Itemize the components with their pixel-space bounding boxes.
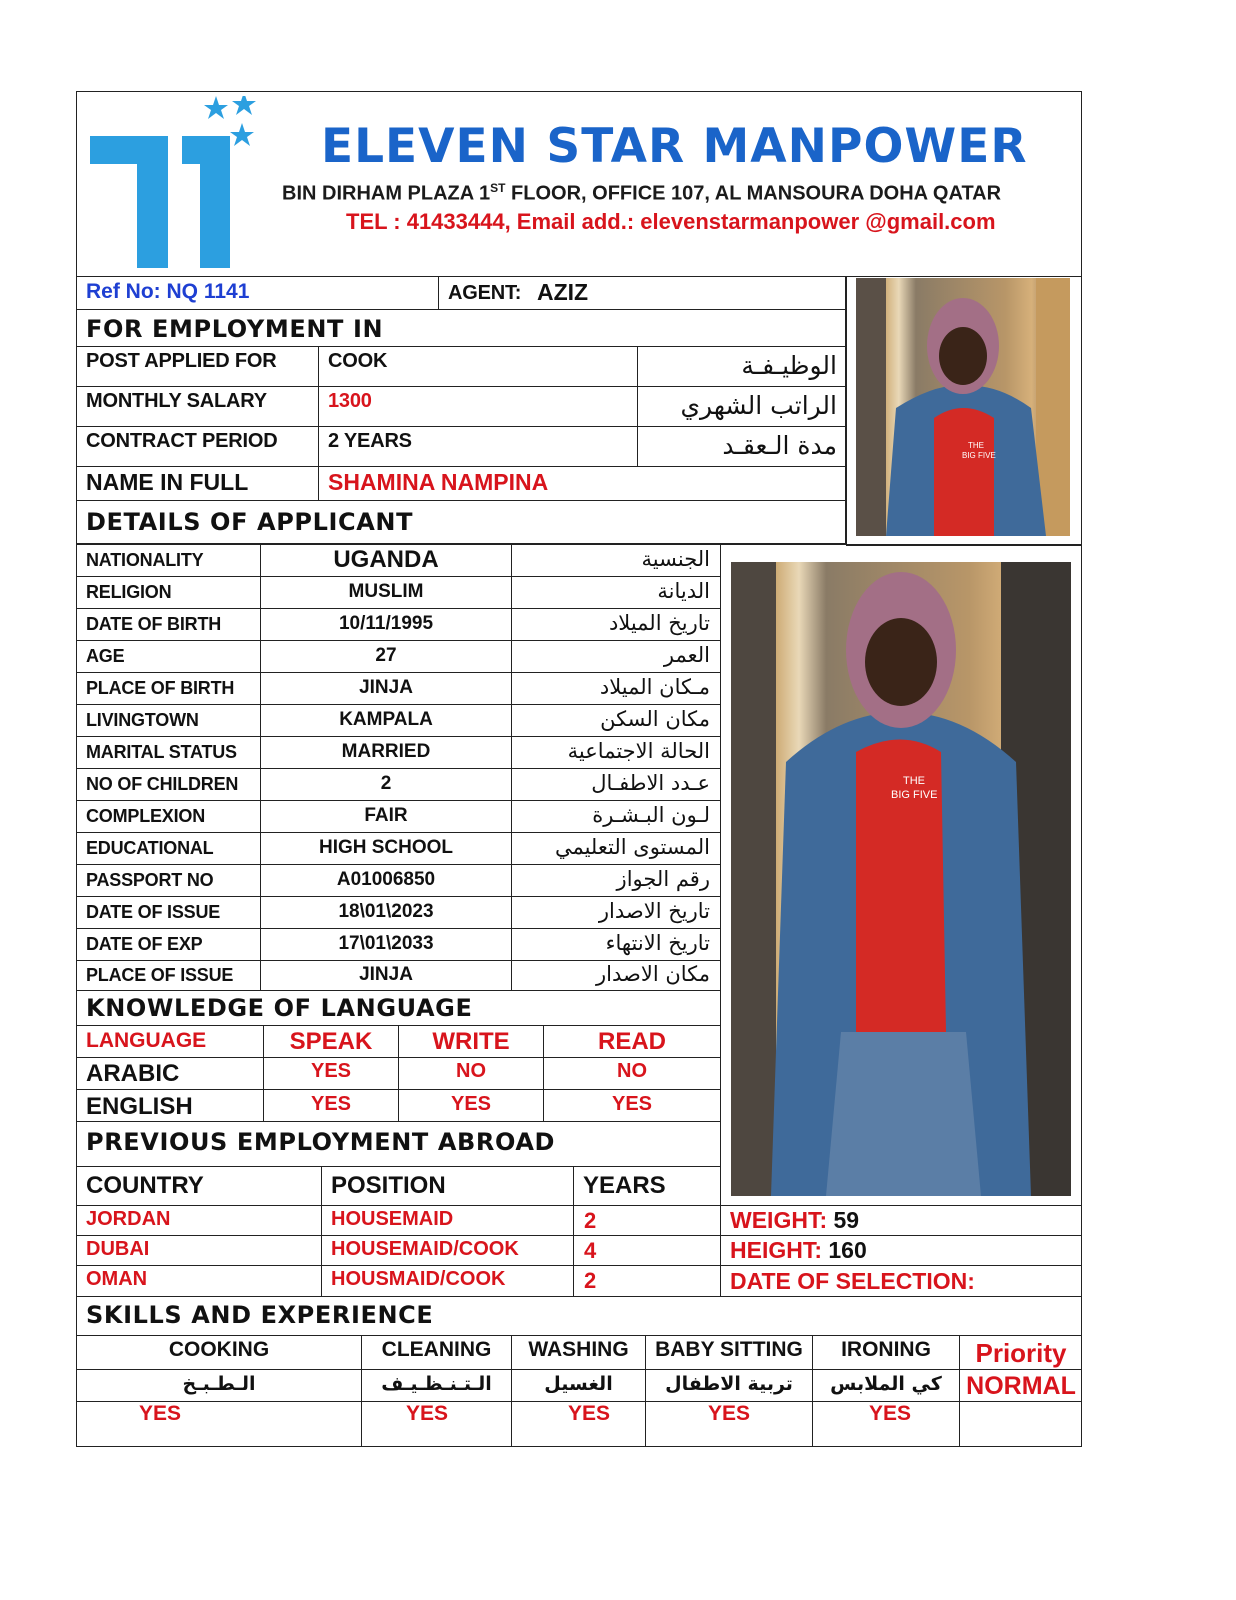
details-arabic-cell [511,960,721,991]
details-arabic: عـدد الاطفـال [591,771,710,795]
details-arabic: تاريخ الميلاد [608,611,710,635]
employment-arabic-cell [637,386,846,427]
applicant-photo-small [856,278,1070,536]
details-label-cell [76,800,261,833]
details-label: DATE OF EXP [86,934,203,954]
details-arabic-cell [511,896,721,929]
employment-label-cell [76,346,319,387]
header [76,91,1082,277]
skill-header-cell [511,1335,646,1370]
details-arabic: الحالة الاجتماعية [567,739,710,763]
details-arabic-cell [511,640,721,673]
language-header-cell [398,1025,544,1058]
details-value: MARRIED [341,741,431,762]
details-label-cell [76,576,261,609]
photo-shirt [934,408,994,536]
selection-date-label: DATE OF SELECTION: [730,1268,975,1294]
details-label-cell [76,736,261,769]
language-row-cell [263,1089,399,1122]
details-label: RELIGION [86,582,172,602]
language-read: NO [617,1060,647,1082]
previous-years: 2 [584,1268,597,1293]
previous-country: DUBAI [86,1238,150,1260]
details-arabic-cell [511,608,721,641]
details-value: HIGH SCHOOL [318,837,454,858]
employment-value-cell [318,426,638,467]
priority-value-cell [959,1369,1082,1402]
details-value: 17\01\2033 [338,933,434,954]
details-value: KAMPALA [339,709,433,730]
language-row-cell [398,1057,544,1090]
photo-bg-panel-left [856,278,886,536]
details-value-cell [260,800,512,833]
photo-face [939,327,987,385]
previous-header-position: POSITION [331,1172,446,1199]
details-value-cell [260,576,512,609]
details-label: PASSPORT NO [86,870,214,890]
skill-arabic: كي الملابس [830,1373,942,1395]
skill-value: YES [139,1402,182,1425]
details-label: PLACE OF ISSUE [86,965,234,985]
employment-arabic: الراتب الشهري [680,391,837,420]
previous-row-cell [573,1205,721,1236]
details-value: UGANDA [333,546,439,573]
skill-header-cell [76,1335,362,1370]
details-label: EDUCATIONAL [86,838,214,858]
skill-header-cell [361,1335,512,1370]
language-header-cell [543,1025,721,1058]
language-name: ENGLISH [86,1093,193,1120]
skill-header-cell [812,1335,960,1370]
skill-value-cell [76,1401,362,1447]
language-row-cell [263,1057,399,1090]
details-arabic-cell [511,768,721,801]
details-arabic: تاريخ الانتهاء [605,931,710,955]
skill-arabic-cell [76,1369,362,1402]
name-label-cell [76,466,319,501]
details-arabic: الجنسية [641,547,710,571]
details-value: JINJA [359,964,413,985]
height-label: HEIGHT: [730,1237,822,1263]
skill-value: YES [869,1402,912,1425]
language-header-write: WRITE [432,1028,510,1055]
details-arabic-cell [511,544,721,577]
agent-value: AZIZ [537,279,589,305]
language-write: NO [456,1060,486,1082]
details-label: AGE [86,646,125,666]
company-logo [84,96,274,276]
language-speak: YES [310,1093,352,1115]
employment-label: MONTHLY SALARY [86,390,267,412]
logo-one-right [182,136,230,268]
language-section-header [76,990,721,1026]
language-header-cell [263,1025,399,1058]
employment-value-cell [318,346,638,387]
photo-jeans [826,1032,981,1196]
details-arabic: مـكان الميلاد [599,675,710,699]
previous-row-cell [321,1265,574,1297]
previous-header-cell [573,1166,721,1206]
skill-arabic: الـتـنـظـيـف [381,1373,492,1395]
details-arabic: المستوى التعليمي [554,835,710,859]
previous-row-cell [573,1265,721,1297]
skill-value: YES [568,1402,611,1425]
photo-shirt-text-2: BIG FIVE [891,789,938,801]
language-header-read: READ [597,1028,666,1055]
previous-header-country: COUNTRY [86,1172,204,1199]
details-value-cell [260,608,512,641]
details-arabic-cell [511,704,721,737]
priority-value: NORMAL [966,1372,1076,1400]
logo-star-1 [204,96,228,119]
ref-number-cell [76,276,439,310]
height-field [730,1237,867,1264]
details-label-cell [76,544,261,577]
details-arabic: تاريخ الاصدار [598,899,710,923]
employment-value: COOK [328,350,388,372]
previous-years: 4 [584,1238,597,1263]
details-label-cell [76,928,261,961]
skill-header-cell [645,1335,813,1370]
company-address [282,181,1082,206]
details-value: 27 [375,645,397,666]
language-header-speak: SPEAK [289,1028,373,1055]
language-row-cell [398,1089,544,1122]
skill-arabic-cell [511,1369,646,1402]
applicant-photo-large [731,562,1071,1196]
weight-cell [720,1205,1082,1236]
previous-title: PREVIOUS EMPLOYMENT ABROAD [86,1128,556,1156]
priority-label-cell [959,1335,1082,1370]
photo-face [865,618,937,706]
employment-arabic-cell [637,426,846,467]
details-value: 2 [380,773,392,794]
skill-arabic: الغسيل [544,1373,613,1395]
employment-label-cell [76,426,319,467]
details-value: FAIR [364,805,408,826]
skill-value-cell [361,1401,512,1447]
employment-title: FOR EMPLOYMENT IN [86,315,384,343]
previous-header-cell [76,1166,322,1206]
employment-section-header [76,309,846,347]
height-cell [720,1235,1082,1266]
details-label: PLACE OF BIRTH [86,678,235,698]
details-label-cell [76,640,261,673]
details-value-cell [260,960,512,991]
logo-star-3 [230,123,254,146]
photo-shirt-text-1: THE [903,775,925,787]
employment-value: 1300 [328,390,372,412]
employment-label-cell [76,386,319,427]
details-value-cell [260,672,512,705]
details-value: 10/11/1995 [338,613,434,634]
details-label: DATE OF ISSUE [86,902,221,922]
language-header-cell [76,1025,264,1058]
previous-row-cell [76,1205,322,1236]
skill-arabic-cell [812,1369,960,1402]
details-value-cell [260,736,512,769]
language-speak: YES [310,1060,352,1082]
details-label: LIVINGTOWN [86,710,199,730]
details-arabic: مكان السكن [600,707,710,731]
address-prefix: BIN DIRHAM PLAZA 1 [282,182,491,205]
priority-empty-cell [959,1401,1082,1447]
skill-name: IRONING [841,1338,931,1361]
language-header-language: LANGUAGE [86,1029,207,1052]
priority-label: Priority [975,1338,1067,1368]
employment-value-cell [318,386,638,427]
skill-value: YES [406,1402,449,1425]
skill-value-cell [511,1401,646,1447]
language-row-cell [543,1089,721,1122]
details-value: JINJA [359,677,413,698]
skill-arabic: تربية الاطفال [665,1373,793,1395]
skill-value-cell [812,1401,960,1447]
details-label: COMPLEXION [86,806,206,826]
weight-value: 59 [833,1207,860,1233]
previous-row-cell [321,1205,574,1236]
photo-bg-panel-left [731,562,776,1196]
details-arabic-cell [511,672,721,705]
name-label: NAME IN FULL [86,469,249,495]
details-arabic: رقم الجواز [616,867,710,891]
details-arabic: لـون البـشـرة [592,803,710,827]
previous-row-cell [321,1235,574,1266]
details-arabic-cell [511,800,721,833]
details-value-cell [260,704,512,737]
details-value: MUSLIM [348,581,424,602]
weight-label: WEIGHT: [730,1207,828,1233]
address-suffix: FLOOR, OFFICE 107, AL MANSOURA DOHA QATAR [505,182,1002,205]
details-label-cell [76,960,261,991]
employment-label: POST APPLIED FOR [86,350,277,372]
details-section-header [76,500,846,544]
skills-section-header [76,1296,1082,1336]
details-value: 18\01\2023 [338,901,434,922]
employment-arabic-cell [637,346,846,387]
details-arabic: العمر [663,643,710,667]
details-value-cell [260,544,512,577]
company-contact: TEL : 41433444, Email add.: elevenstarmanpower @gmail.com [346,209,996,234]
logo-star-2 [232,96,256,115]
previous-position: HOUSMAID/COOK [331,1268,506,1290]
company-name: ELEVEN STAR MANPOWER [321,119,1028,174]
skills-title: SKILLS AND EXPERIENCE [86,1301,434,1329]
employment-label: CONTRACT PERIOD [86,430,278,452]
previous-row-cell [573,1235,721,1266]
previous-position: HOUSEMAID [331,1208,454,1230]
details-arabic: مكان الاصدار [596,962,710,986]
details-label: NO OF CHILDREN [86,774,239,794]
language-row-cell [76,1057,264,1090]
language-write: YES [450,1093,492,1115]
weight-field [730,1207,859,1234]
details-value: A01006850 [336,869,436,890]
employment-arabic: مدة الـعقـد [722,431,837,460]
language-read: YES [611,1093,653,1115]
details-title: DETAILS OF APPLICANT [86,508,414,536]
details-value-cell [260,832,512,865]
details-value-cell [260,864,512,897]
details-label: DATE OF BIRTH [86,614,222,634]
previous-row-cell [76,1265,322,1297]
skill-value-cell [645,1401,813,1447]
details-label-cell [76,672,261,705]
logo-one-left [90,136,168,268]
employment-arabic: الوظيـفـة [741,351,837,380]
skill-name: WASHING [528,1338,629,1361]
photo-shirt-text-2: BIG FIVE [962,451,996,460]
previous-position: HOUSEMAID/COOK [331,1238,519,1260]
previous-header-years: YEARS [583,1172,666,1199]
details-label-cell [76,896,261,929]
details-label: NATIONALITY [86,550,204,570]
details-label-cell [76,608,261,641]
details-label-cell [76,864,261,897]
name-value-cell [318,466,846,501]
language-row-cell [76,1089,264,1122]
details-arabic-cell [511,864,721,897]
photo-shirt [856,740,946,1033]
language-title: KNOWLEDGE OF LANGUAGE [86,994,473,1022]
previous-country: JORDAN [86,1208,171,1230]
photo-shirt-text-1: THE [968,441,984,450]
details-arabic: الديانة [657,579,710,603]
skill-arabic-cell [361,1369,512,1402]
name-value: SHAMINA NAMPINA [328,469,549,495]
details-label-cell [76,768,261,801]
details-value-cell [260,928,512,961]
previous-header-cell [321,1166,574,1206]
details-label: MARITAL STATUS [86,742,237,762]
language-name: ARABIC [86,1060,180,1087]
skill-arabic-cell [645,1369,813,1402]
language-row-cell [543,1057,721,1090]
details-value-cell [260,640,512,673]
selection-date-cell [720,1265,1082,1297]
previous-row-cell [76,1235,322,1266]
details-arabic-cell [511,832,721,865]
agent-label: AGENT: [448,282,522,304]
details-arabic-cell [511,736,721,769]
details-value-cell [260,768,512,801]
ref-number: Ref No: NQ 1141 [86,280,250,303]
details-arabic-cell [511,576,721,609]
previous-years: 2 [584,1208,597,1233]
agent-cell [438,276,846,310]
details-label-cell [76,832,261,865]
address-sup: ST [490,181,506,195]
details-arabic-cell [511,928,721,961]
previous-country: OMAN [86,1268,148,1290]
skill-name: COOKING [168,1338,270,1361]
skill-name: BABY SITTING [655,1338,803,1361]
skill-arabic: الـطـبـخ [182,1373,256,1395]
employment-value: 2 YEARS [328,430,412,452]
previous-section-header [76,1121,721,1167]
skill-name: CLEANING [381,1338,492,1361]
height-value: 160 [828,1237,867,1263]
details-value-cell [260,896,512,929]
details-label-cell [76,704,261,737]
skill-value: YES [708,1402,751,1425]
